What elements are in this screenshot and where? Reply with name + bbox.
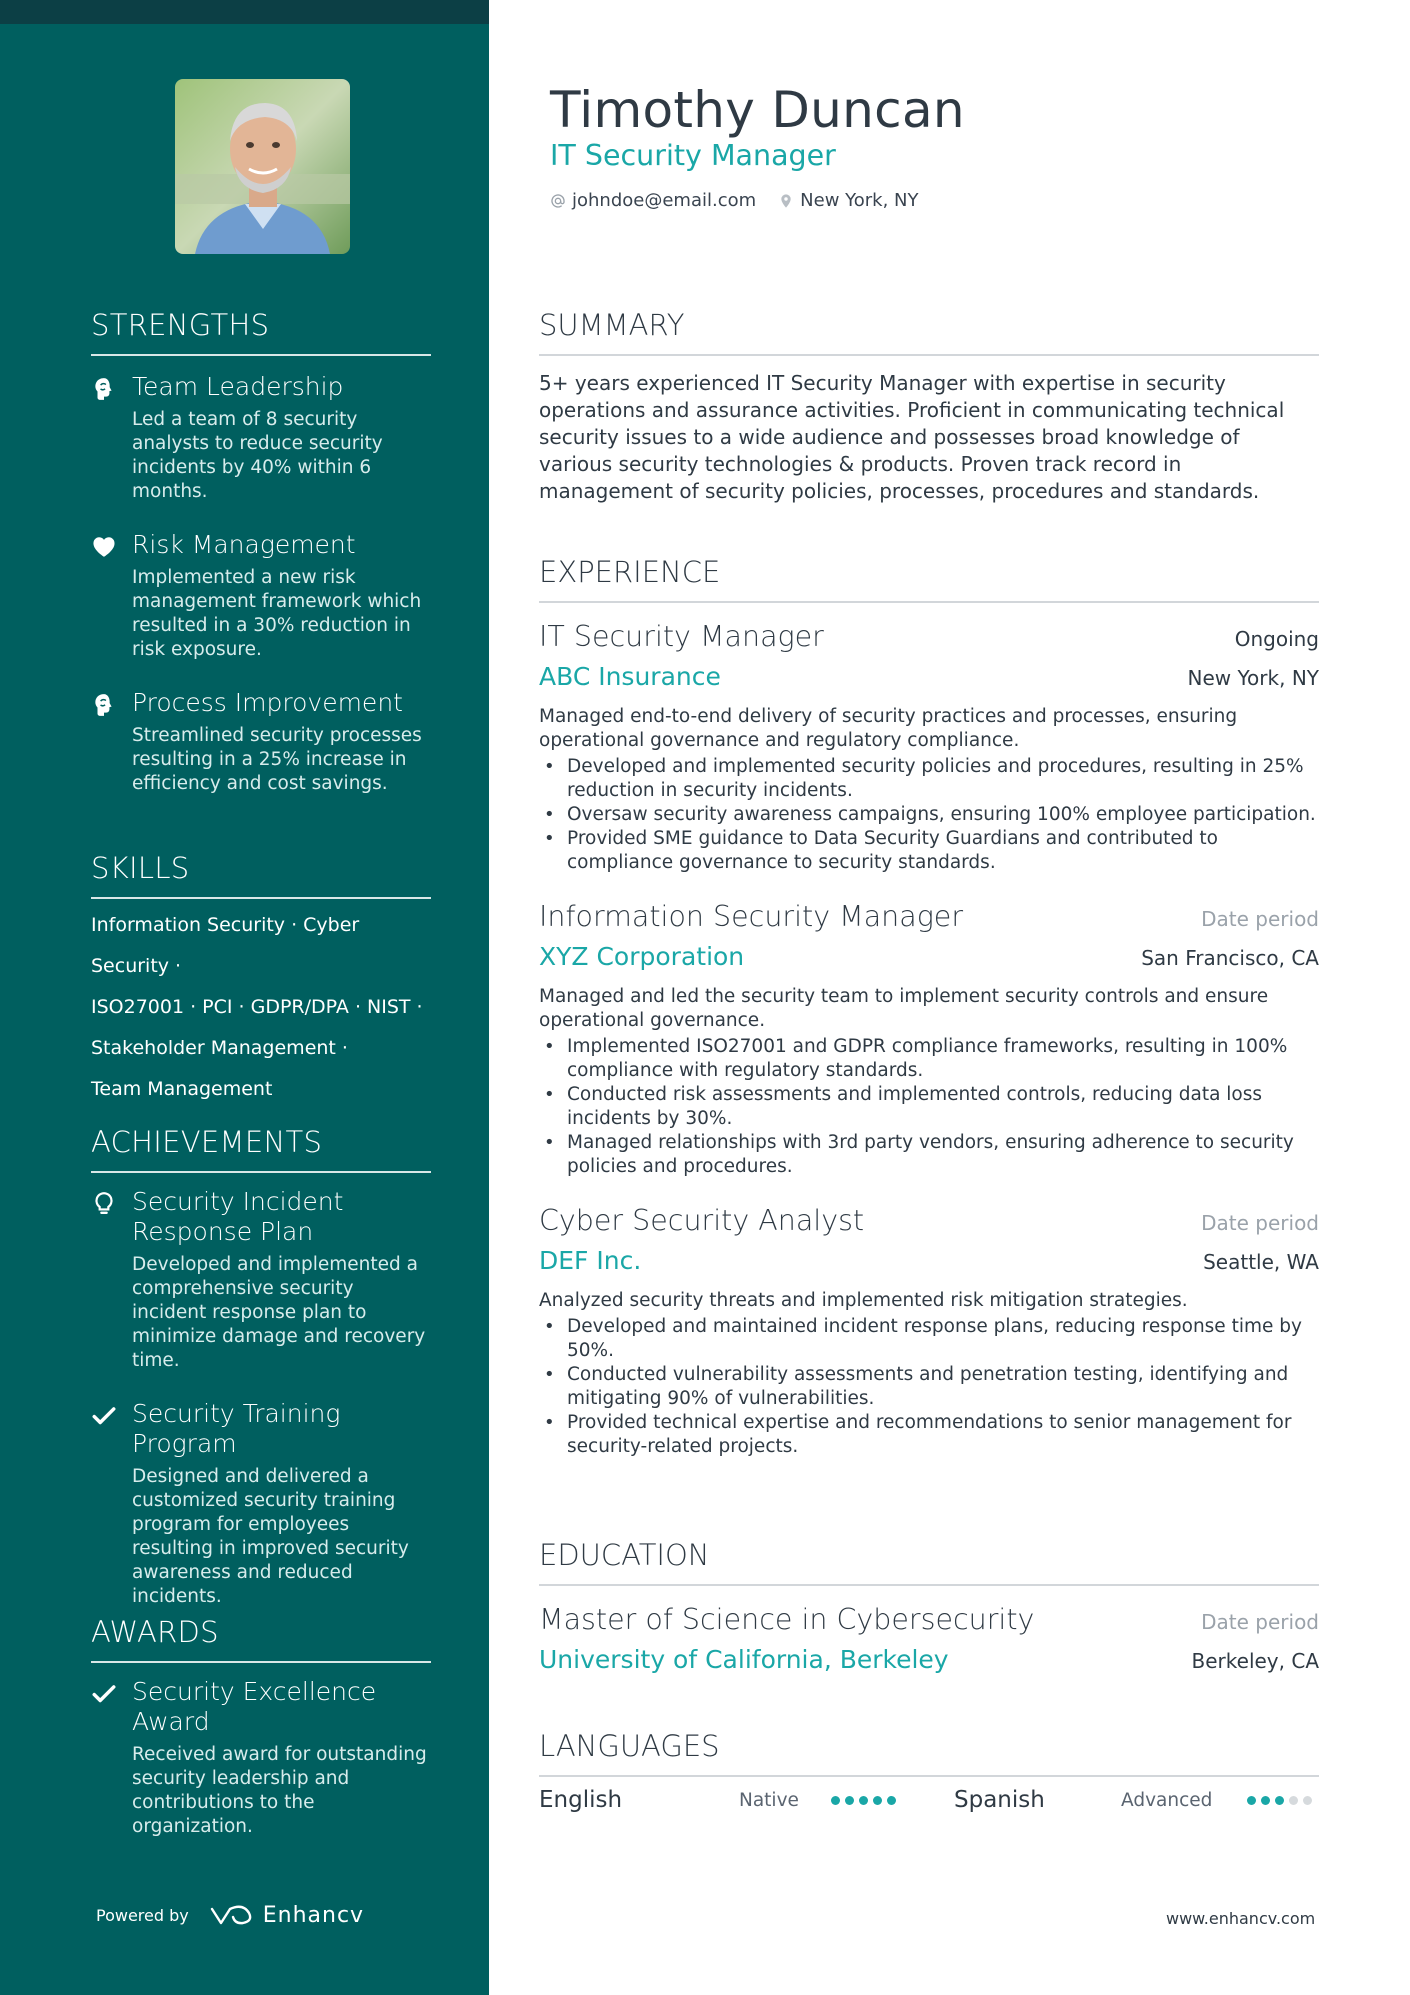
strength-title: Team Leadership: [132, 372, 344, 401]
job-bullet: • Managed relationships with 3rd party vendors, ensuring adherence to security policies and procedures.: [539, 1131, 1319, 1179]
job-date: Date period: [1201, 907, 1319, 931]
job-title: Cyber Security Analyst: [539, 1204, 865, 1237]
summary-text: 5+ years experienced IT Security Manager with expertise in security operations and assurance activities. Proficient in communicating technical security issues to a wide audience and possesses broad knowledge of various security technologies & products. Proven track record in management of security policies, processes, procedures and standards.: [539, 371, 1285, 503]
languages-row: [539, 1787, 1319, 1813]
school: University of California, Berkeley: [539, 1645, 949, 1674]
job-location: San Francisco, CA: [1141, 946, 1319, 970]
achievement-desc: Designed and delivered a customized security training program for employees resulting in improved security awareness and reduced incidents.: [132, 1466, 409, 1607]
level-dot-filled: [845, 1796, 854, 1805]
job-bullets: [539, 1315, 1319, 1459]
experience-item: [539, 1201, 1319, 1459]
job-bullet: • Conducted vulnerability assessments and penetration testing, identifying and mitigating 90% of vulnerabilities.: [539, 1363, 1319, 1411]
job-description: Managed end-to-end delivery of security practices and processes, ensuring operational governance and regulatory compliance.: [539, 706, 1238, 751]
experience-item: [539, 897, 1319, 1179]
sidebar: [0, 0, 489, 1995]
skills-line: Team Management: [91, 1078, 273, 1100]
job-location: New York, NY: [1187, 666, 1319, 690]
languages-section: [539, 1729, 1319, 1813]
level-dot-filled: [887, 1796, 896, 1805]
strength-item: [91, 688, 431, 796]
language-level: Advanced: [1121, 1789, 1213, 1811]
achievements-section: [91, 1125, 431, 1609]
level-dot-filled: [1247, 1796, 1256, 1805]
achievement-desc: Developed and implemented a comprehensive security incident response plan to minimize damage and recovery time.: [132, 1254, 426, 1371]
language-dots: [1247, 1796, 1312, 1805]
language-name: Spanish: [954, 1787, 1045, 1813]
strength-title: Risk Management: [132, 530, 356, 559]
education-title: EDUCATION: [539, 1538, 1319, 1586]
achievement-title: Security Incident Response Plan: [132, 1187, 344, 1246]
job-company: XYZ Corporation: [539, 942, 745, 971]
level-dot-empty: [1289, 1796, 1298, 1805]
job-bullets: [539, 1035, 1319, 1179]
job-bullet: • Implemented ISO27001 and GDPR compliance frameworks, resulting in 100% compliance with regulatory standards.: [539, 1035, 1319, 1083]
job-date: Date period: [1201, 1211, 1319, 1235]
skills-line: Information Security · Cyber Security ·: [91, 914, 360, 977]
enhancv-logo-icon: [209, 1905, 255, 1927]
skills-title: SKILLS: [91, 851, 431, 899]
job-bullets: [539, 755, 1319, 875]
achievement-item: [91, 1399, 431, 1609]
award-title: Security Excellence Award: [132, 1677, 377, 1736]
powered-by-label: Powered by: [96, 1906, 189, 1925]
strength-item: [91, 372, 431, 504]
skills-line: ISO27001 · PCI · GDPR/DPA · NIST ·: [91, 996, 423, 1018]
education-item: [539, 1600, 1319, 1680]
achievements-title: ACHIEVEMENTS: [91, 1125, 431, 1173]
strength-item: [91, 530, 431, 662]
job-title: Information Security Manager: [539, 900, 964, 933]
level-dot-empty: [1303, 1796, 1312, 1805]
skills-list: [91, 905, 431, 1110]
location-contact: [778, 190, 918, 211]
experience-section: [539, 555, 1319, 1459]
brain-icon: [91, 376, 117, 402]
powered-by: [96, 1903, 364, 1928]
experience-title: EXPERIENCE: [539, 555, 1319, 603]
email-contact[interactable]: [550, 190, 756, 211]
strength-desc: Implemented a new risk management framework which resulted in a 30% reduction in risk exposure.: [132, 567, 422, 660]
languages-title: LANGUAGES: [539, 1729, 1319, 1777]
job-description: Analyzed security threats and implemented risk mitigation strategies.: [539, 1290, 1188, 1311]
award-desc: Received award for outstanding security leadership and contributions to the organization.: [132, 1744, 427, 1837]
at-icon: [550, 193, 566, 209]
job-company: ABC Insurance: [539, 662, 721, 691]
strengths-title: STRENGTHS: [91, 308, 431, 356]
summary-title: SUMMARY: [539, 308, 1319, 356]
job-bullet: • Provided SME guidance to Data Security Guardians and contributed to compliance governance to security standards.: [539, 827, 1319, 875]
footer-url[interactable]: www.enhancv.com: [1166, 1909, 1316, 1928]
header: [550, 80, 965, 211]
enhancv-brand: Enhancv: [262, 1903, 365, 1928]
job-bullet: • Developed and maintained incident response plans, reducing response time by 50%.: [539, 1315, 1319, 1363]
degree: Master of Science in Cybersecurity: [539, 1603, 1035, 1636]
level-dot-filled: [831, 1796, 840, 1805]
heart-icon: [91, 534, 117, 560]
education-location: Berkeley, CA: [1191, 1649, 1319, 1673]
job-bullet: • Developed and implemented security policies and procedures, resulting in 25% reduction in security incidents.: [539, 755, 1319, 803]
education-date: Date period: [1201, 1610, 1319, 1634]
awards-section: [91, 1615, 431, 1839]
strength-title: Process Improvement: [132, 688, 403, 717]
achievement-title: Security Training Program: [132, 1399, 341, 1458]
location-pin-icon: [778, 192, 794, 210]
skills-section: [91, 851, 431, 1110]
job-bullet: • Provided technical expertise and recommendations to senior management for security-related projects.: [539, 1411, 1319, 1459]
achievement-item: [91, 1187, 431, 1373]
language-level: Native: [739, 1789, 799, 1811]
strength-desc: Led a team of 8 security analysts to reduce security incidents by 40% within 6 months.: [132, 409, 383, 502]
sidebar-top-bar: [0, 0, 489, 24]
language-dots: [831, 1796, 954, 1805]
level-dot-filled: [873, 1796, 882, 1805]
experience-item: [539, 617, 1319, 875]
lightbulb-icon: [91, 1191, 117, 1217]
education-section: [539, 1538, 1319, 1680]
profile-photo: [175, 79, 350, 254]
skills-line: Stakeholder Management ·: [91, 1037, 348, 1059]
level-dot-filled: [859, 1796, 868, 1805]
check-icon: [91, 1403, 117, 1429]
job-bullet: • Conducted risk assessments and implemented controls, reducing data loss incidents by 30%.: [539, 1083, 1319, 1131]
level-dot-filled: [1275, 1796, 1284, 1805]
job-location: Seattle, WA: [1203, 1250, 1319, 1274]
candidate-role: IT Security Manager: [550, 139, 836, 172]
strength-desc: Streamlined security processes resulting in a 25% increase in efficiency and cost savings.: [132, 725, 422, 794]
enhancv-logo[interactable]: [209, 1903, 364, 1928]
summary-section: [539, 308, 1319, 505]
contact-info: [550, 190, 965, 211]
job-description: Managed and led the security team to implement security controls and ensure operational governance.: [539, 986, 1269, 1031]
location-text: New York, NY: [800, 190, 919, 211]
email-text: johndoe@email.com: [572, 190, 757, 211]
candidate-name: Timothy Duncan: [550, 81, 965, 139]
job-bullet: • Oversaw security awareness campaigns, ensuring 100% employee participation.: [539, 803, 1319, 827]
brain-icon: [91, 692, 117, 718]
job-company: DEF Inc.: [539, 1246, 642, 1275]
strengths-section: [91, 308, 431, 796]
awards-title: AWARDS: [91, 1615, 431, 1663]
check-icon: [91, 1681, 117, 1707]
language-name: English: [539, 1787, 623, 1813]
job-title: IT Security Manager: [539, 620, 824, 653]
award-item: [91, 1677, 431, 1839]
job-date: Ongoing: [1234, 627, 1319, 651]
level-dot-filled: [1261, 1796, 1270, 1805]
